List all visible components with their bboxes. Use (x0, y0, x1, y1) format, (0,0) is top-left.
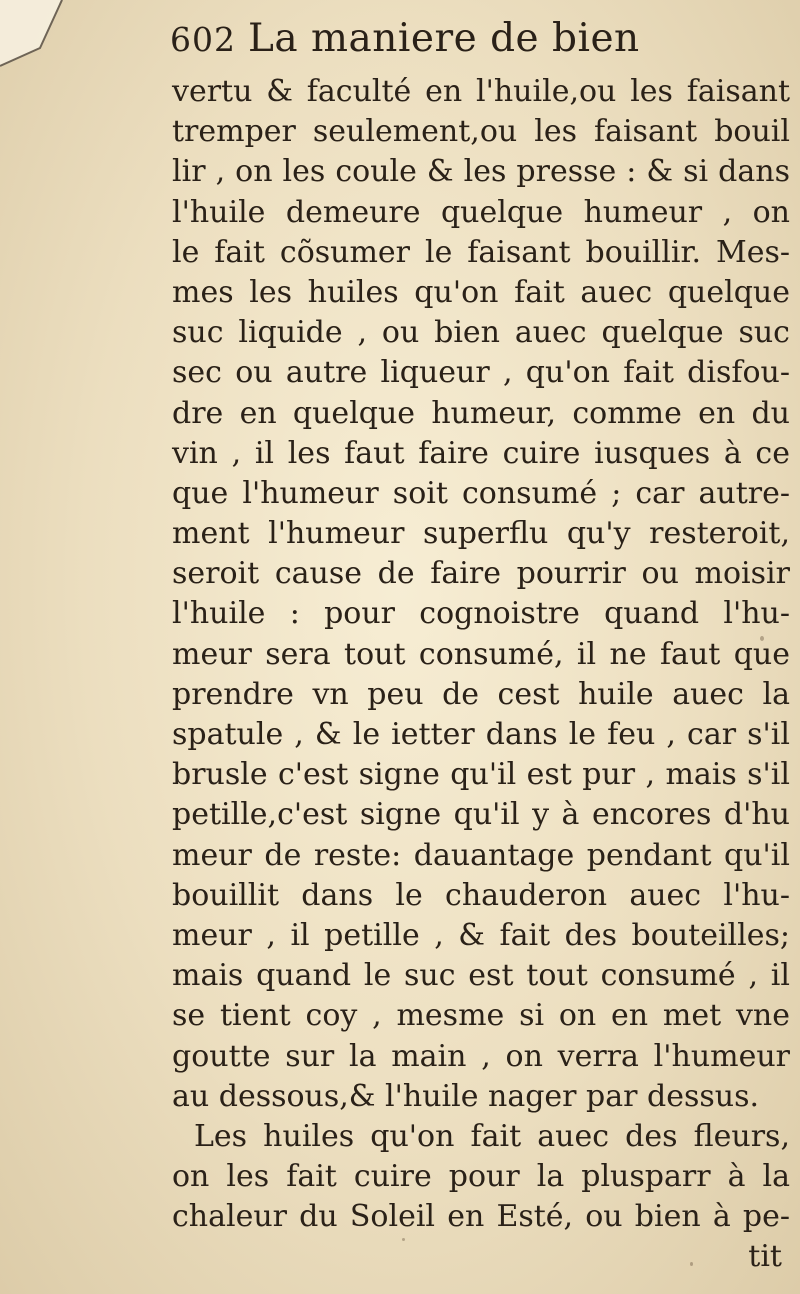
text-line: ment l'humeur superflu qu'y resteroit, (172, 516, 790, 552)
text-line: meur de reste: dauantage pendant qu'il (172, 837, 790, 873)
text-line: mais quand le suc est tout consumé , il (172, 958, 790, 994)
text-line: goutte sur la main , on verra l'humeur (172, 1038, 790, 1074)
text-line: suc liquide , ou bien auec quelque suc (172, 315, 790, 351)
page-corner-fold (0, 0, 70, 80)
text-line: lir , on les coule & les presse : & si dans (172, 154, 790, 190)
text-line: l'huile demeure quelque humeur , on (172, 194, 790, 230)
text-line: seroit cause de faire pourrir ou moisir (172, 556, 790, 592)
page-number: 602 (170, 20, 236, 59)
text-line: le fait cõsumer le faisant bouillir. Mes- (172, 234, 790, 270)
text-line: mes les huiles qu'on fait auec quelque (172, 274, 790, 310)
text-line: l'huile : pour cognoistre quand l'hu- (172, 596, 790, 632)
text-line: petille,c'est signe qu'il y à encores d'hu (172, 797, 790, 833)
paper-speck (690, 1262, 693, 1266)
paper-speck (760, 636, 764, 641)
text-line: vertu & faculté en l'huile,ou les faisant (172, 74, 790, 109)
text-line: sec ou autre liqueur , qu'on fait disfou- (172, 355, 790, 391)
paper-speck (402, 1238, 405, 1241)
paragraph-start-line: Les huiles qu'on fait auec des fleurs, (194, 1118, 790, 1154)
text-line: chaleur du Soleil en Esté, ou bien à pe- (172, 1199, 790, 1235)
text-line: au dessous,& l'huile nager par dessus. (172, 1078, 760, 1114)
text-line: meur sera tout consumé, il ne faut que (172, 636, 790, 672)
text-line: on les fait cuire pour la plusparr à la (172, 1159, 790, 1195)
text-line: dre en quelque humeur, comme en du (172, 395, 790, 431)
text-line: bouillit dans le chauderon auec l'hu- (172, 877, 790, 913)
body-text (172, 72, 790, 1278)
text-line: que l'humeur soit consumé ; car autre- (172, 475, 790, 511)
catchword: tit (748, 1239, 782, 1275)
text-line: meur , il petille , & fait des bouteilles; (172, 917, 790, 953)
running-head: La maniere de bien (248, 16, 640, 61)
text-line: brusle c'est signe qu'il est pur , mais s'il (172, 757, 790, 793)
text-line: spatule , & le ietter dans le feu , car s'il (172, 717, 790, 752)
text-line: se tient coy , mesme si on en met vne (172, 998, 790, 1034)
text-line: vin , il les faut faire cuire iusques à ce (172, 435, 790, 471)
text-line: prendre vn peu de cest huile auec la (172, 676, 790, 712)
page-header (170, 16, 690, 72)
text-line: tremper seulement,ou les faisant bouil (172, 114, 790, 150)
